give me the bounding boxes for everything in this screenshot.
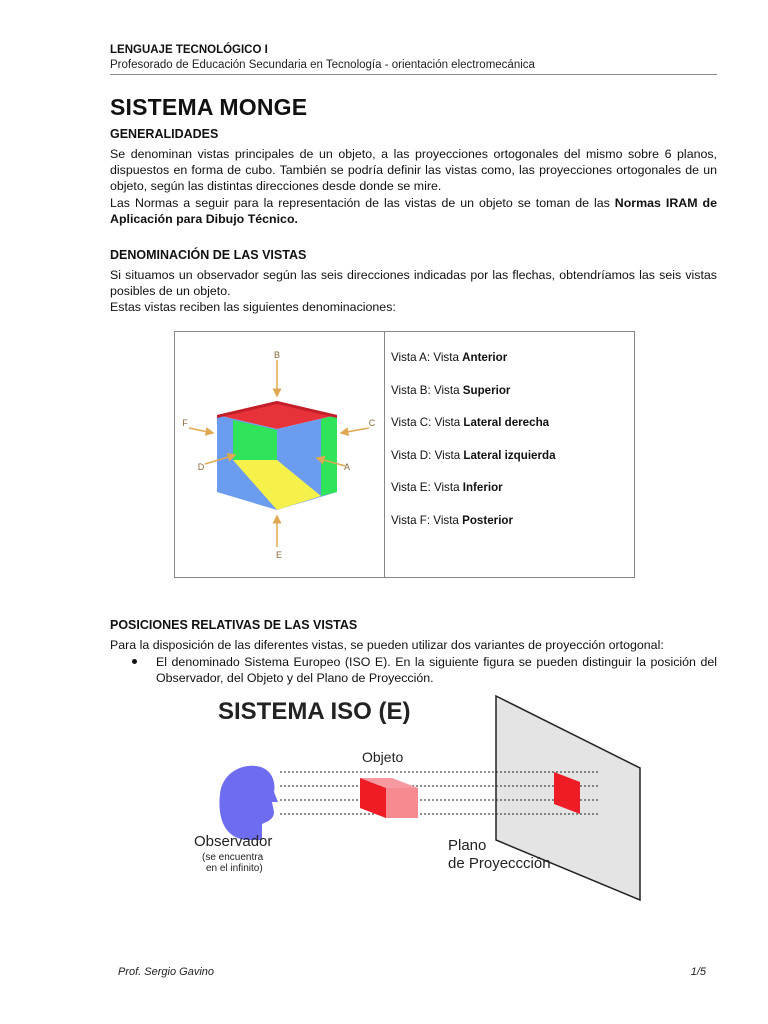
view-item <box>391 480 631 513</box>
view-name: Lateral derecha <box>463 416 550 430</box>
view-name: Superior <box>462 383 511 397</box>
section-heading-posiciones: POSICIONES RELATIVAS DE LAS VISTAS <box>110 618 358 632</box>
main-content <box>110 92 717 316</box>
page-title: SISTEMA MONGE <box>110 94 308 120</box>
view-prefix: Vista D: Vista <box>391 448 464 462</box>
norms-reference: Normas IRAM de Aplicación para Dibujo Técnico. <box>110 195 717 226</box>
view-item <box>391 448 631 481</box>
section-heading-generalidades: GENERALIDADES <box>110 127 219 141</box>
view-item <box>391 415 631 448</box>
paragraph-generalidades-1: Se denominan vistas principales de un objeto, a las proyecciones ortogonales del mismo sobre 6 planos, dispuestos en forma de cubo. También se podría definir las vistas como, las proyecciones ortogonales de un objeto, según las distintas direcciones desde donde se mire. <box>110 147 717 194</box>
arrow-f <box>189 428 213 433</box>
paragraph-posiciones: Para la disposición de las diferentes vistas, se pueden utilizar dos variantes de proyección ortogonal: <box>110 638 664 652</box>
plano-label-1: Plano <box>448 837 487 854</box>
plano-label-2: de Proyeccción <box>448 855 551 872</box>
table-divider <box>384 332 385 577</box>
view-item <box>391 383 631 416</box>
view-name: Anterior <box>462 351 508 364</box>
cube-green-right <box>321 415 337 496</box>
section-posiciones <box>110 613 717 653</box>
view-name: Posterior <box>462 513 514 527</box>
view-prefix: Vista F: Vista <box>391 513 463 527</box>
label-a: A <box>343 462 351 472</box>
view-item <box>391 513 631 546</box>
paragraph-denominacion-1: Si situamos un observador según las seis direcciones indicadas por las flechas, obtendríamos las seis vistas posibles de un objeto. <box>110 268 717 299</box>
label-f: F <box>182 418 188 428</box>
footer-author: Prof. Sergio Gavino <box>118 966 214 978</box>
observador-note-2: en el infinito) <box>206 863 263 874</box>
label-d: D <box>197 462 205 472</box>
view-item <box>391 350 631 383</box>
paragraph-generalidades-2 <box>110 195 717 227</box>
paragraph-text: Las Normas a seguir para la representación de las vistas de un objeto se toman de las <box>110 195 615 210</box>
object-side <box>386 788 418 818</box>
label-b: B <box>273 350 281 360</box>
label-c: C <box>368 418 376 428</box>
arrow-c <box>341 428 369 433</box>
cube-figure <box>175 332 384 577</box>
course-subtitle: Profesorado de Educación Secundaria en Tecnología - orientación electromecánica <box>110 59 535 71</box>
view-name: Inferior <box>462 481 503 495</box>
views-list <box>391 350 631 546</box>
course-title: LENGUAJE TECNOLÓGICO I <box>110 44 268 56</box>
iso-figure <box>180 690 650 905</box>
view-name: Lateral izquierda <box>463 448 556 462</box>
view-prefix: Vista B: Vista <box>391 383 463 397</box>
objeto-label: Objeto <box>362 749 404 765</box>
observer-head-icon <box>219 766 278 840</box>
label-e: E <box>275 550 283 560</box>
view-prefix: Vista C: Vista <box>391 416 464 430</box>
iso-diagram <box>180 690 650 905</box>
observador-note-1: (se encuentra <box>202 852 264 863</box>
view-prefix: Vista A: Vista <box>391 351 463 364</box>
iso-title: SISTEMA ISO (E) <box>218 698 411 725</box>
header-divider <box>110 74 717 75</box>
bullet-dot <box>132 659 137 664</box>
cube-diagram <box>175 332 384 577</box>
section-heading-denominacion: DENOMINACIÓN DE LAS VISTAS <box>110 248 307 263</box>
views-table <box>174 331 635 578</box>
footer-page-number: 1/5 <box>690 966 706 978</box>
view-prefix: Vista E: Vista <box>391 481 463 495</box>
bullet-text: El denominado Sistema Europeo (ISO E). En la siguiente figura se pueden distinguir la posición del Observador, del Objeto y del Plano de Proyección. <box>156 655 717 686</box>
observador-label: Observador <box>194 833 273 850</box>
page-header <box>110 43 717 73</box>
paragraph-denominacion-2: Estas vistas reciben las siguientes denominaciones: <box>110 300 396 315</box>
